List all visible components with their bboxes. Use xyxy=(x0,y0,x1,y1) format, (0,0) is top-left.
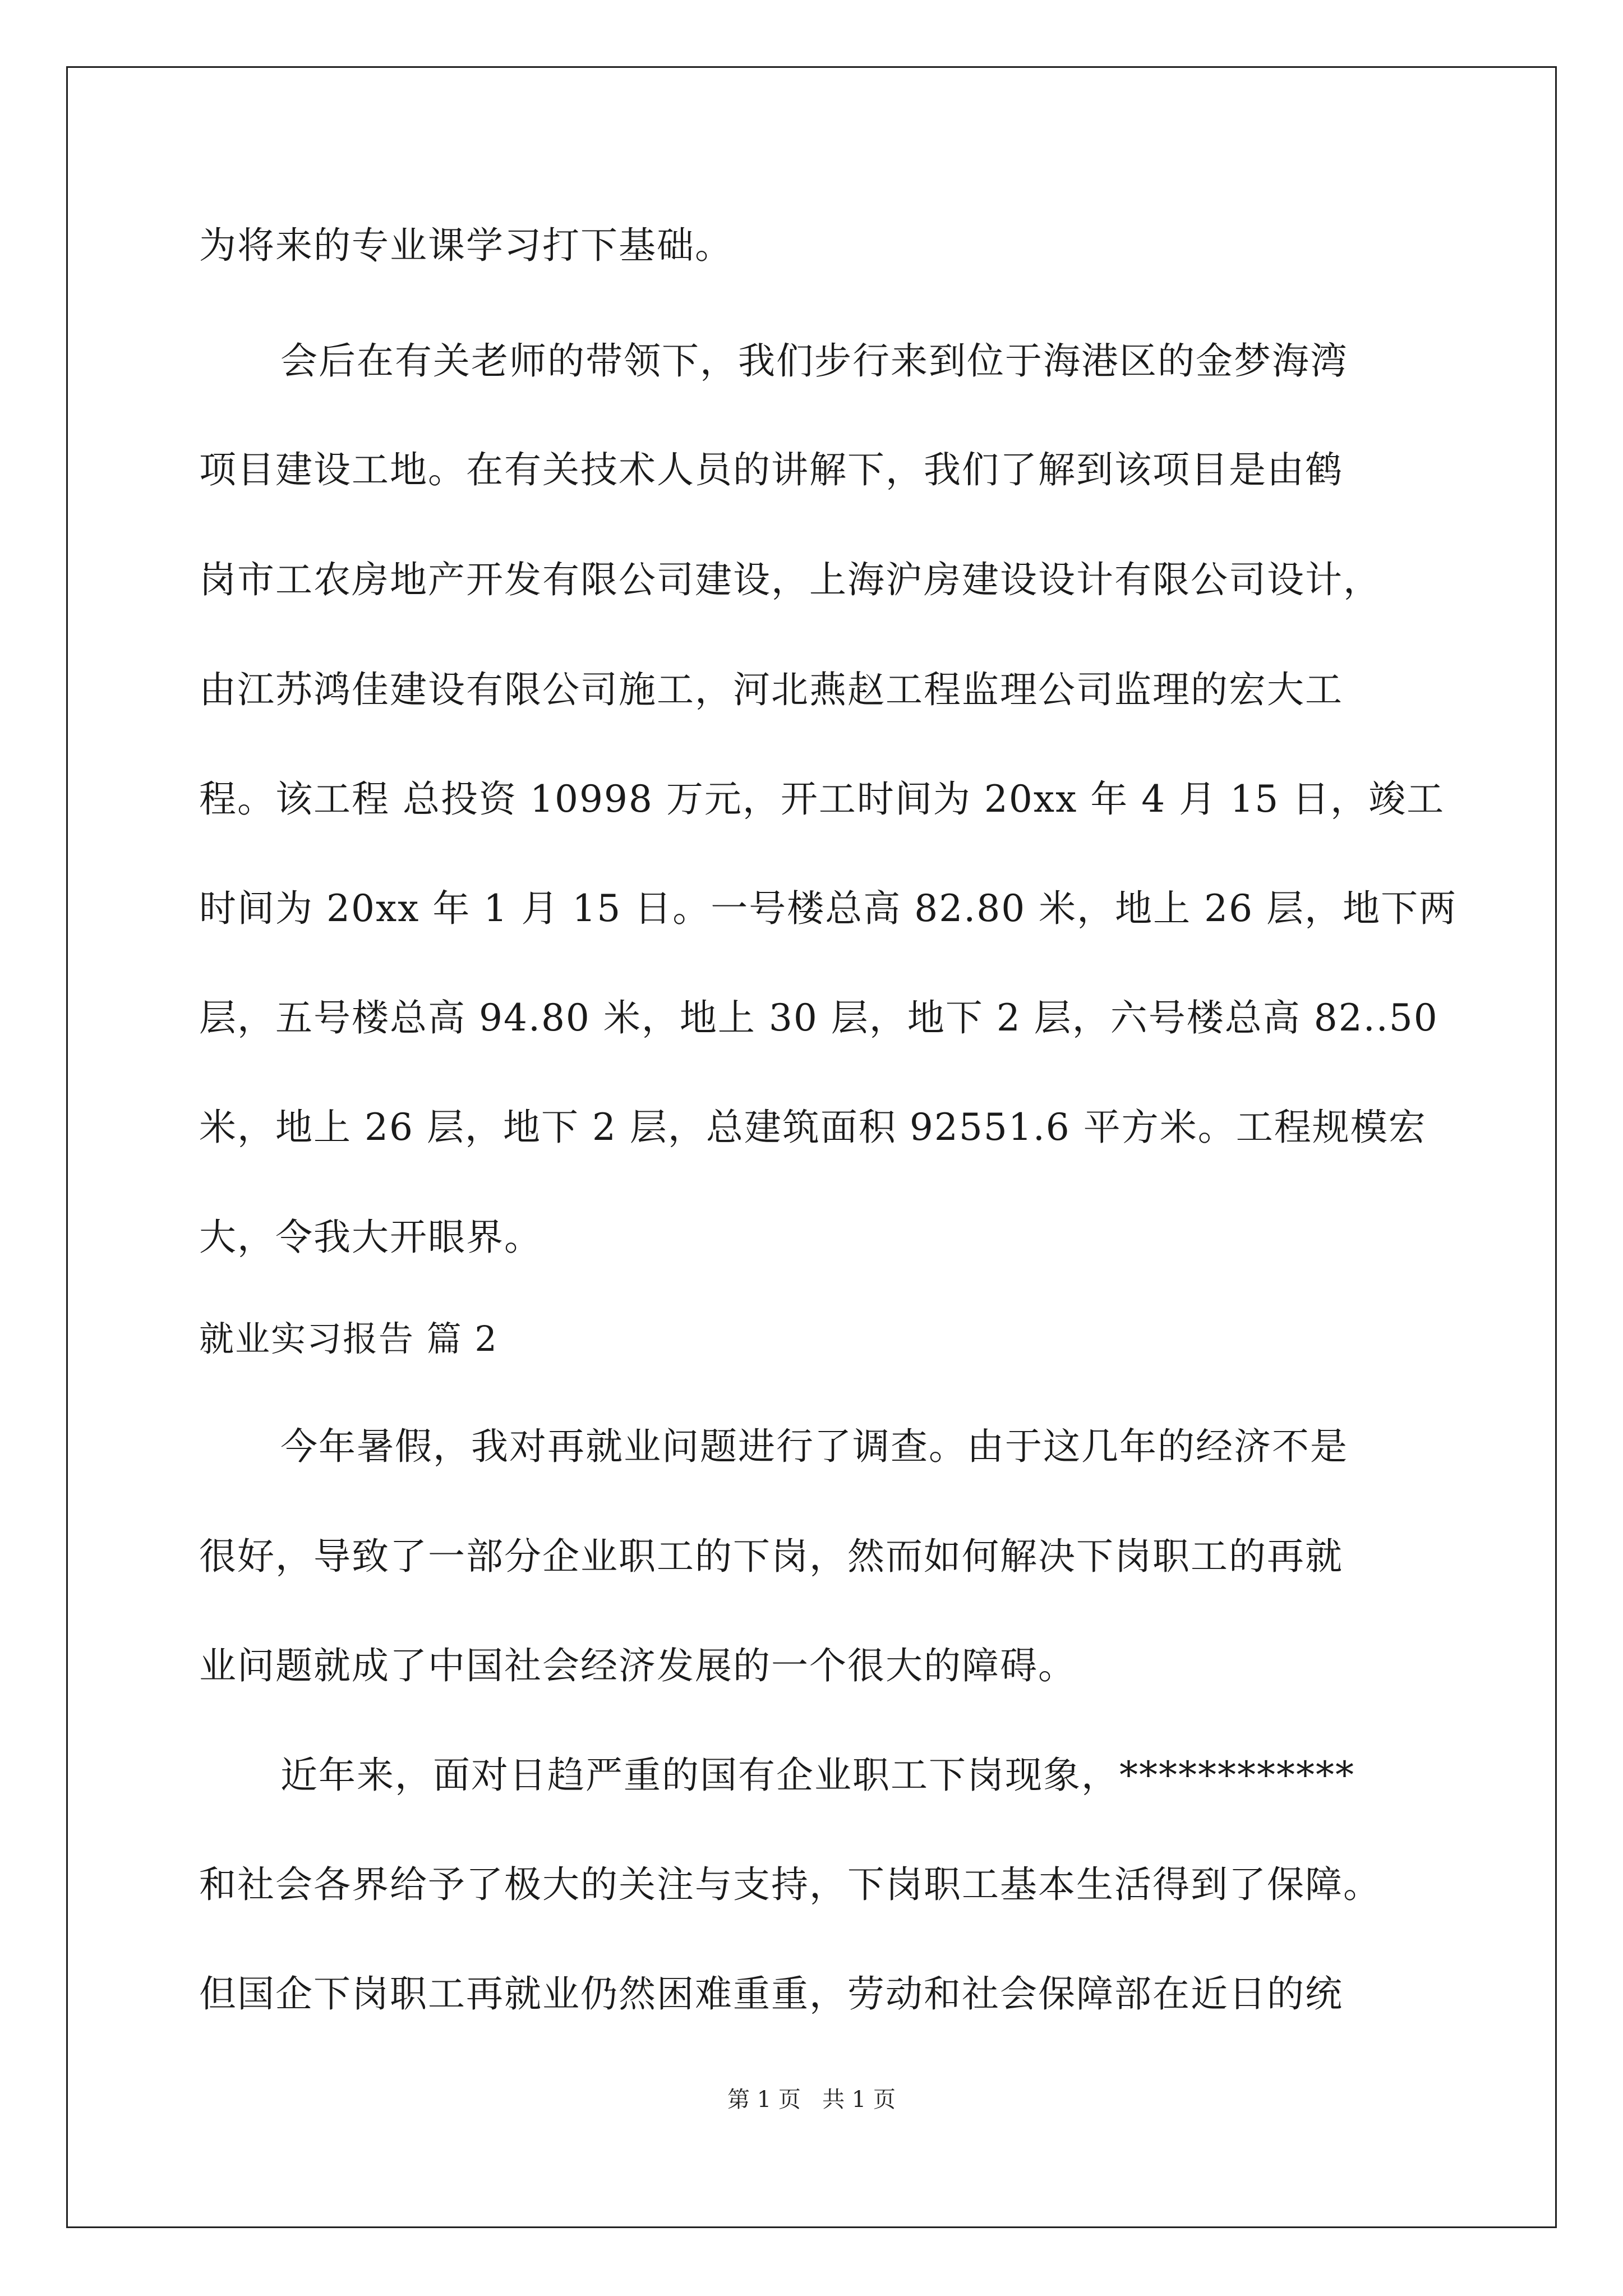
paragraph-line: 时间为 20xx 年 1 月 15 日。一号楼总高 82.80 米，地上 26 层，地下两 xyxy=(199,887,1458,930)
paragraph-line: 很好，导致了一部分企业职工的下岗，然而如何解决下岗职工的再就 xyxy=(199,1535,1343,1578)
paragraph-line: 为将来的专业课学习打下基础。 xyxy=(199,224,733,267)
paragraph-line: 岗市工农房地产开发有限公司建设，上海沪房建设设计有限公司设计， xyxy=(199,558,1381,601)
paragraph-line: 大，令我大开眼界。 xyxy=(199,1216,542,1259)
paragraph-line: 米，地上 26 层，地下 2 层，总建筑面积 92551.6 平方米。工程规模宏 xyxy=(199,1106,1427,1149)
paragraph-line: 层，五号楼总高 94.80 米，地上 30 层，地下 2 层，六号楼总高 82..50 xyxy=(199,996,1438,1039)
paragraph-line: 程。该工程 总投资 10998 万元，开工时间为 20xx 年 4 月 15 日，竣工 xyxy=(199,777,1445,821)
paragraph-line: 近年来，面对日趋严重的国有企业职工下岗现象，************ xyxy=(280,1754,1355,1797)
paragraph-line: 和社会各界给予了极大的关注与支持，下岗职工基本生活得到了保障。 xyxy=(199,1863,1381,1906)
paragraph-line: 由江苏鸿佳建设有限公司施工，河北燕赵工程监理公司监理的宏大工 xyxy=(199,668,1343,711)
paragraph-line: 业问题就成了中国社会经济发展的一个很大的障碍。 xyxy=(199,1644,1076,1687)
section-heading: 就业实习报告 篇 2 xyxy=(199,1318,498,1359)
paragraph-line: 会后在有关老师的带领下，我们步行来到位于海港区的金梦海湾 xyxy=(280,339,1348,383)
paragraph-line: 项目建设工地。在有关技术人员的讲解下，我们了解到该项目是由鹤 xyxy=(199,448,1343,491)
page-footer: 第 1 页 共 1 页 xyxy=(727,2087,896,2113)
paragraph-line: 但国企下岗职工再就业仍然困难重重，劳动和社会保障部在近日的统 xyxy=(199,1972,1343,2016)
paragraph-line: 今年暑假，我对再就业问题进行了调查。由于这几年的经济不是 xyxy=(280,1425,1348,1468)
